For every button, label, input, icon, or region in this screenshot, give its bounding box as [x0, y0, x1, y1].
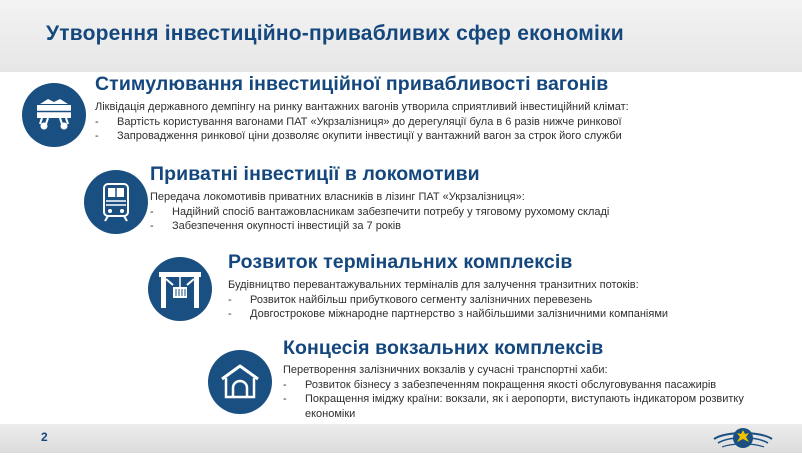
bullet-list: [95, 115, 695, 144]
section-title: Приватні інвестиції в локомотиви: [150, 163, 480, 185]
section-body: [283, 363, 783, 421]
section-intro: Перетворення залізничних вокзалів у сучасні транспортні хаби:: [283, 364, 608, 376]
list-item: - Покращення іміджу країни: вокзали, як і аеропорти, виступають індикатором розвитку економіки: [283, 392, 783, 421]
section-title: Стимулювання інвестиційної привабливості вагонів: [95, 73, 609, 95]
section-body: [95, 100, 695, 144]
list-item: - Довгострокове міжнародне партнерство з найбільшими залізничними компаніями: [228, 307, 768, 322]
list-item: - Вартість користування вагонами ПАТ «Укрзалізниця» до дерегуляції була в 6 разів нижче ринкової: [95, 115, 695, 130]
section-body: [228, 278, 768, 322]
railway-logo-icon: [712, 423, 774, 453]
station-building-icon: [208, 350, 272, 414]
list-item: - Надійний спосіб вантажовласникам забезпечити потребу у тяговому рухомому складі: [150, 205, 750, 220]
page-number: 2: [41, 430, 48, 444]
footer-band: [0, 424, 802, 453]
bullet-list: [283, 378, 783, 422]
bullet-list: [228, 293, 768, 322]
bullet-list: [150, 205, 750, 234]
list-item: - Розвиток бізнесу з забезпеченням покращення якості обслуговування пасажирів: [283, 378, 783, 393]
section-intro: Ліквідація державного демпінгу на ринку вантажних вагонів утворила сприятливий інвестиційний клімат:: [95, 101, 629, 113]
locomotive-icon: [84, 170, 148, 234]
list-item: - Забезпечення окупності інвестицій за 7 років: [150, 219, 750, 234]
section-body: [150, 190, 750, 234]
list-item: - Розвиток найбільш прибуткового сегменту залізничних перевезень: [228, 293, 768, 308]
section-intro: Передача локомотивів приватних власників в лізинг ПАТ «Укрзалізниця»:: [150, 191, 525, 203]
section-title: Розвиток термінальних комплексів: [228, 251, 573, 273]
terminal-crane-icon: [148, 257, 212, 321]
list-item: - Запровадження ринкової ціни дозволяє окупити інвестиції у вантажний вагон за строк його служби: [95, 129, 695, 144]
section-title: Концесія вокзальних комплексів: [283, 337, 604, 359]
page-title: Утворення інвестиційно-привабливих сфер економіки: [46, 22, 624, 45]
section-intro: Будівництво перевантажувальних терміналів для залучення транзитних потоків:: [228, 279, 639, 291]
freight-wagon-icon: [22, 83, 86, 147]
